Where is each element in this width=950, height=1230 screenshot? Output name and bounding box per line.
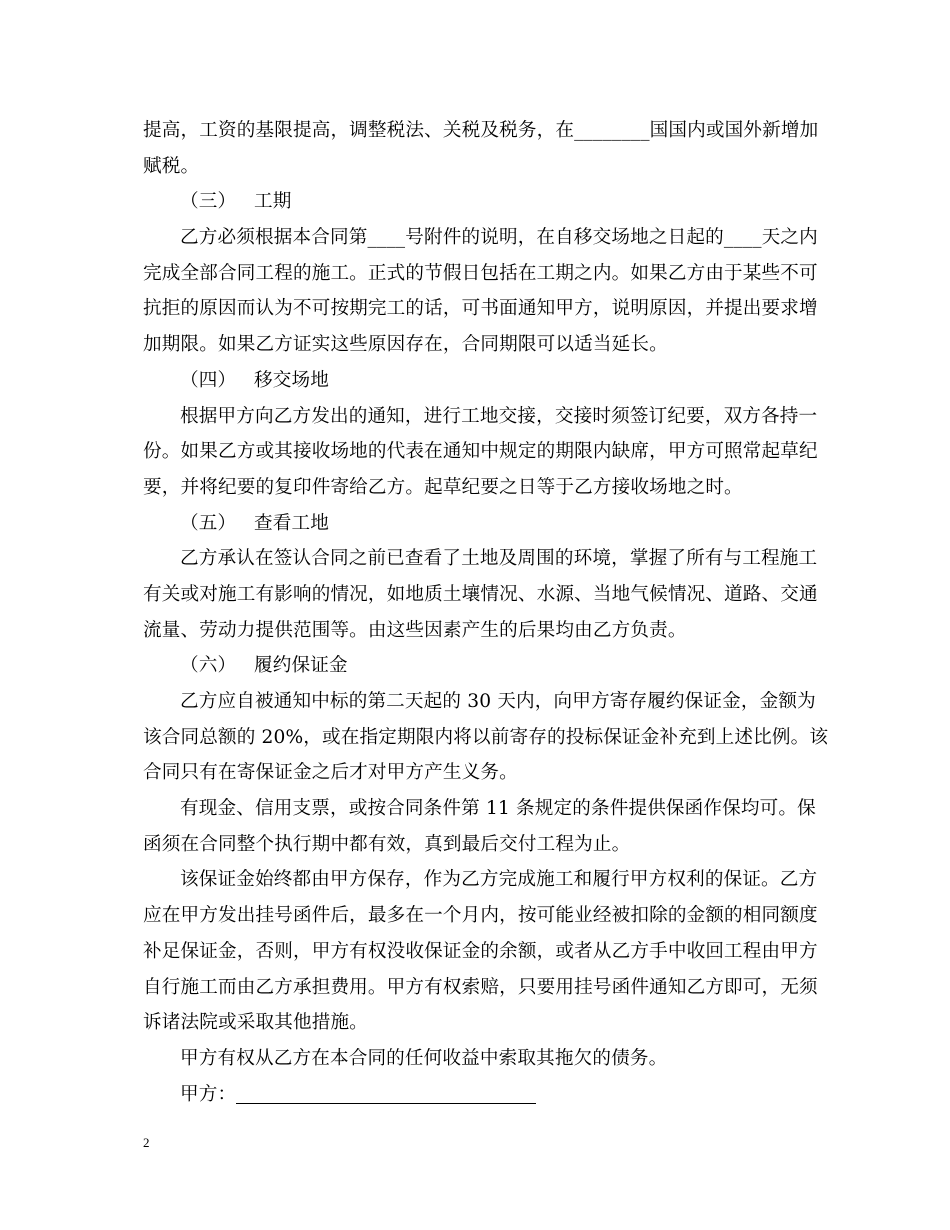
paragraph-line: 完成全部合同工程的施工。正式的节假日包括在工期之内。如果乙方由于某些不可	[143, 262, 818, 284]
paragraph-line: 合同只有在寄保证金之后才对甲方产生义务。	[143, 762, 518, 784]
paragraph-line: 函须在合同整个执行期中都有效，真到最后交付工程为止。	[143, 833, 631, 855]
paragraph-line: 流量、劳动力提供范围等。由这些因素产生的后果均由乙方负责。	[143, 619, 687, 641]
document-body	[143, 113, 829, 1112]
paragraph-line: 乙方必须根据本合同第____号附件的说明，在自移交场地之日起的____天之内	[180, 227, 818, 249]
section-number: （四）	[180, 369, 237, 391]
section-number: （六）	[180, 655, 237, 677]
paragraph-line: 自行施工而由乙方承担费用。甲方有权索赔，只要用挂号函件通知乙方即可，无须	[143, 976, 818, 998]
section-heading-4	[143, 363, 813, 399]
paragraph-line: 根据甲方向乙方发出的通知，进行工地交接，交接时须签订纪要，双方各持一	[180, 405, 818, 427]
paragraph-line: 诉诸法院或采取其他措施。	[143, 1012, 368, 1034]
paragraph-line: 有现金、信用支票，或按合同条件第 11 条规定的条件提供保函作保均可。保	[180, 798, 816, 820]
section-title: 移交场地	[254, 369, 329, 391]
paragraph-line: 应在甲方发出挂号函件后，最多在一个月内，按可能业经被扣除的金额的相同额度	[143, 905, 818, 927]
section-title: 查看工地	[254, 512, 329, 534]
section-title: 履约保证金	[254, 655, 348, 677]
signature-label: 甲方：	[180, 1083, 237, 1105]
signature-block	[143, 1077, 813, 1113]
section-heading-3	[143, 184, 813, 220]
paragraph-line: 赋税。	[143, 155, 200, 177]
paragraph-line: 抗拒的原因而认为不可按期完工的话，可书面通知甲方，说明原因，并提出要求增	[143, 298, 818, 320]
paragraph-line: 乙方承认在签认合同之前已查看了土地及周围的环境，掌握了所有与工程施工	[180, 548, 818, 570]
page-number: 2	[143, 1135, 150, 1150]
paragraph-line: 该保证金始终都由甲方保存，作为乙方完成施工和履行甲方权利的保证。乙方	[180, 869, 818, 891]
section-number: （五）	[180, 512, 237, 534]
section-title: 工期	[254, 191, 292, 213]
paragraph-line: 甲方有权从乙方在本合同的任何收益中索取其拖欠的债务。	[180, 1047, 668, 1069]
signature-line	[236, 1081, 536, 1104]
paragraph-line: 要，并将纪要的复印件寄给乙方。起草纪要之日等于乙方接收场地之时。	[143, 476, 743, 498]
section-number: （三）	[180, 191, 237, 213]
paragraph-line: 该合同总额的 20%，或在指定期限内将以前寄存的投标保证金补充到上述比例。该	[143, 726, 829, 748]
paragraph-line: 加期限。如果乙方证实这些原因存在，合同期限可以适当延长。	[143, 334, 668, 356]
paragraph-line: 有关或对施工有影响的情况，如地质土壤情况、水源、当地气候情况、道路、交通	[143, 583, 818, 605]
paragraph-line: 份。如果乙方或其接收场地的代表在通知中规定的期限内缺席，甲方可照常起草纪	[143, 441, 818, 463]
paragraph-line: 乙方应自被通知中标的第二天起的 30 天内，向甲方寄存履约保证金，金额为	[180, 691, 816, 712]
paragraph-line: 补足保证金，否则，甲方有权没收保证金的余额，或者从乙方手中收回工程由甲方	[143, 940, 818, 962]
paragraph-line: 提高，工资的基限提高，调整税法、关税及税务，在________国国内或国外新增加	[143, 120, 819, 141]
section-heading-5	[143, 506, 813, 542]
section-heading-6	[143, 648, 813, 684]
